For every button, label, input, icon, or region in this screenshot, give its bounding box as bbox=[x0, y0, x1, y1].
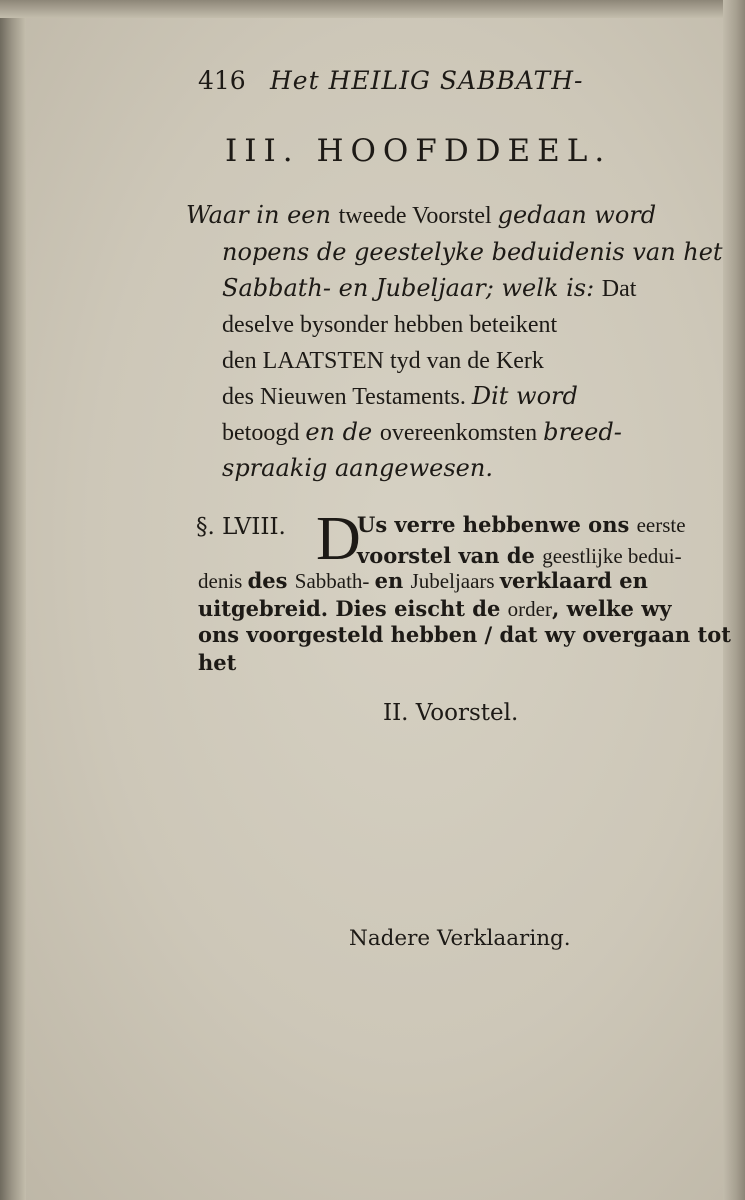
summary-line bbox=[186, 201, 656, 230]
summary-line-segment: en de bbox=[305, 418, 380, 446]
paragraph-line-segment: het bbox=[198, 650, 237, 675]
paragraph-line bbox=[357, 543, 682, 569]
summary-line-segment: Dat bbox=[601, 276, 637, 302]
proposition-title: II. Voorstel. bbox=[383, 700, 519, 726]
page-number: 416 bbox=[198, 66, 246, 95]
summary-line bbox=[222, 310, 557, 339]
paragraph-line bbox=[198, 596, 672, 622]
paragraph-line bbox=[198, 622, 731, 647]
summary-line bbox=[222, 418, 622, 447]
summary-line-segment: Sabbath- en Jubeljaar; welk is: bbox=[222, 274, 602, 302]
summary-line-segment: breed- bbox=[543, 418, 622, 446]
paragraph-line-segment: verklaard en bbox=[499, 568, 648, 593]
paragraph-line-segment: uitgebreid. Dies eischt de bbox=[198, 596, 508, 621]
summary-line-segment: spraakig aangewesen. bbox=[222, 454, 493, 482]
section-mark: §. LVIII. bbox=[196, 514, 286, 540]
summary-line-segment: tweede Voorstel bbox=[338, 203, 498, 229]
running-header bbox=[198, 66, 246, 95]
page-top-edge bbox=[0, 0, 745, 18]
summary-line-segment: gedaan word bbox=[497, 201, 657, 229]
paragraph-line-segment: denis bbox=[198, 569, 248, 593]
summary-line-segment: deselve bysonder hebben beteikent bbox=[222, 312, 558, 338]
paragraph-line-segment: Us verre hebbenwe ons bbox=[357, 512, 637, 537]
paragraph-line-segment: en bbox=[374, 568, 411, 593]
paragraph-line-segment: eerste bbox=[636, 513, 686, 537]
summary-line bbox=[222, 238, 723, 266]
summary-line bbox=[222, 382, 578, 411]
paragraph-line bbox=[198, 568, 648, 594]
paragraph-line-segment: voorstel van de bbox=[357, 543, 543, 568]
summary-line-segment: Waar in een bbox=[186, 201, 339, 229]
paragraph-line bbox=[198, 650, 236, 675]
page-right-edge bbox=[723, 0, 745, 1200]
summary-line-segment: den LAATSTEN tyd van de Kerk bbox=[222, 348, 544, 374]
paragraph-line-segment: ons voorgesteld hebben / dat wy overgaan tot bbox=[198, 622, 731, 647]
drop-cap: D bbox=[316, 505, 361, 573]
paragraph-line-segment: , welke wy bbox=[551, 596, 672, 621]
summary-line-segment: betoogd bbox=[222, 420, 306, 446]
summary-line bbox=[222, 346, 544, 375]
paragraph-line-segment: Sabbath- bbox=[294, 569, 375, 593]
chapter-title: III. HOOFDDEEL. bbox=[225, 133, 612, 169]
summary-line bbox=[222, 274, 636, 303]
summary-line-segment: Dit word bbox=[471, 382, 578, 410]
running-head-title: Het HEILIG SABBATH- bbox=[270, 66, 584, 95]
paragraph-line-segment: Jubeljaars bbox=[410, 569, 500, 593]
paragraph-line bbox=[357, 512, 686, 538]
summary-line-segment: overeenkomsten bbox=[379, 420, 544, 446]
summary-line-segment: des Nieuwen Testaments. bbox=[222, 384, 472, 410]
summary-line bbox=[222, 454, 493, 482]
paragraph-line-segment: geestlijke bedui- bbox=[542, 544, 682, 568]
page-gutter-shadow bbox=[0, 0, 26, 1200]
subheading: Nadere Verklaaring. bbox=[349, 926, 571, 951]
paragraph-line-segment: order bbox=[507, 597, 552, 621]
paragraph-line-segment: des bbox=[247, 568, 295, 593]
summary-line-segment: nopens de geestelyke beduidenis van het bbox=[222, 238, 723, 266]
